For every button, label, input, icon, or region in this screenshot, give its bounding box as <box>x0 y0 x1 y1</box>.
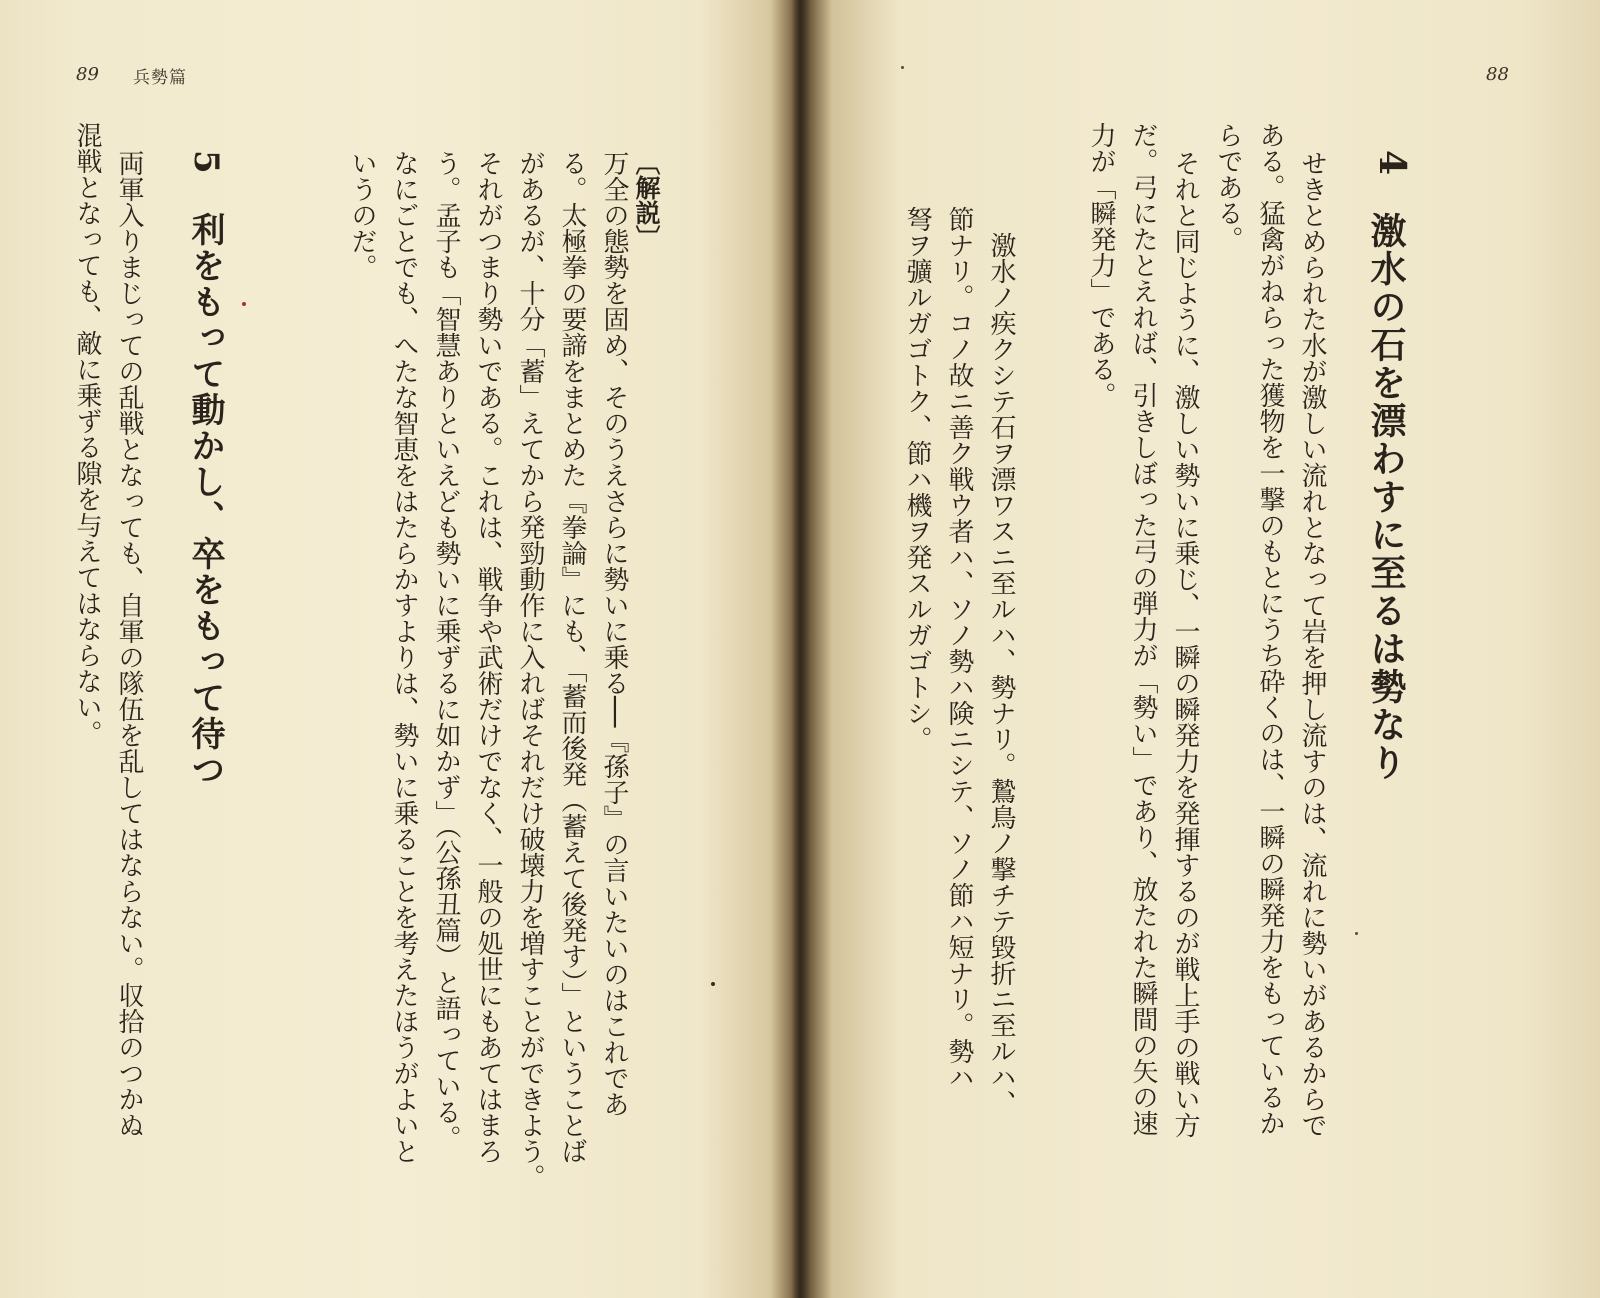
body-line: 両軍入りまじっての乱戦となっても、自軍の隊伍を乱してはならない。収拾のつかぬ <box>114 150 144 1138</box>
intro-line: せきとめられた水が激しい流れとなって岩を押し流すのは、流れに勢いがあるからで <box>1297 150 1327 1138</box>
body-line: それと同じように、激しい勢いに乗じ、一瞬の瞬発力を発揮するのが戦上手の戦い方 <box>1170 150 1200 1138</box>
ink-speck <box>1355 932 1358 935</box>
running-head: 兵勢篇 <box>133 68 187 88</box>
ink-speck <box>242 302 246 306</box>
body-line: 力が「瞬発力」である。 <box>1086 122 1116 408</box>
kaisetsu-line: 万全の態勢を固め、そのうえさらに勢いに乗る──『孫子』の言いたいのはこれであ <box>599 150 629 1118</box>
page-number-left: 89 <box>76 64 99 85</box>
kaisetsu-line: なにごとでも、へたな智恵をはたらかすよりは、勢いに乗ることを考えたほうがよいと <box>389 150 419 1164</box>
ink-speck <box>901 66 904 69</box>
body-line: 混戦となっても、敵に乗ずる隙を与えてはならない。 <box>72 122 102 746</box>
intro-line: らである。 <box>1213 122 1243 252</box>
quote-line: 激水ノ疾クシテ石ヲ漂ワスニ至ルハ、勢ナリ。鷙鳥ノ撃チテ毀折ニ至ルハ、 <box>986 232 1016 1116</box>
intro-line: ある。猛禽がねらった獲物を一撃のもとにうち砕くのは、一瞬の瞬発力をもっているか <box>1255 122 1285 1136</box>
section-4-number: 4 <box>1371 150 1413 178</box>
section-5-number: 5 <box>186 150 226 176</box>
book-gutter <box>792 0 810 1298</box>
kaisetsu-line: それがつまり勢いである。これは、戦争や武術だけでなく、一般の処世にもあてはまろ <box>473 150 503 1164</box>
kaisetsu-label: 〔解説〕 <box>632 150 661 250</box>
kaisetsu-line: る。太極拳の要諦をまとめた『拳論』にも、「蓄而後発（蓄えて後発す）」ということば <box>557 150 587 1164</box>
page-number-right: 88 <box>1486 64 1509 85</box>
section-4-title: 激水の石を漂わすに至るは勢なり <box>1365 212 1407 782</box>
section-5-title: 利をもって動かし、卒をもって待つ <box>185 212 225 788</box>
body-line: だ。弓にたとえれば、引きしぼった弓の弾力が「勢い」であり、放たれた瞬間の矢の速 <box>1128 122 1158 1136</box>
ink-speck <box>711 982 715 986</box>
kaisetsu-line: う。孟子も「智慧ありといえども勢いに乗ずるに如かず」（公孫丑篇）と語っている。 <box>431 150 461 1151</box>
kaisetsu-line: いうのだ。 <box>347 150 377 280</box>
quote-line: 弩ヲ彍ルガゴトク、節ハ機ヲ発スルガゴトシ。 <box>902 206 932 752</box>
quote-line: 節ナリ。コノ故ニ善ク戦ウ者ハ、ソノ勢ハ険ニシテ、ソノ節ハ短ナリ。勢ハ <box>944 206 974 1090</box>
kaisetsu-line: があるが、十分「蓄」えてから発勁動作に入ればそれだけ破壊力を増すことができよう。 <box>515 150 545 1190</box>
